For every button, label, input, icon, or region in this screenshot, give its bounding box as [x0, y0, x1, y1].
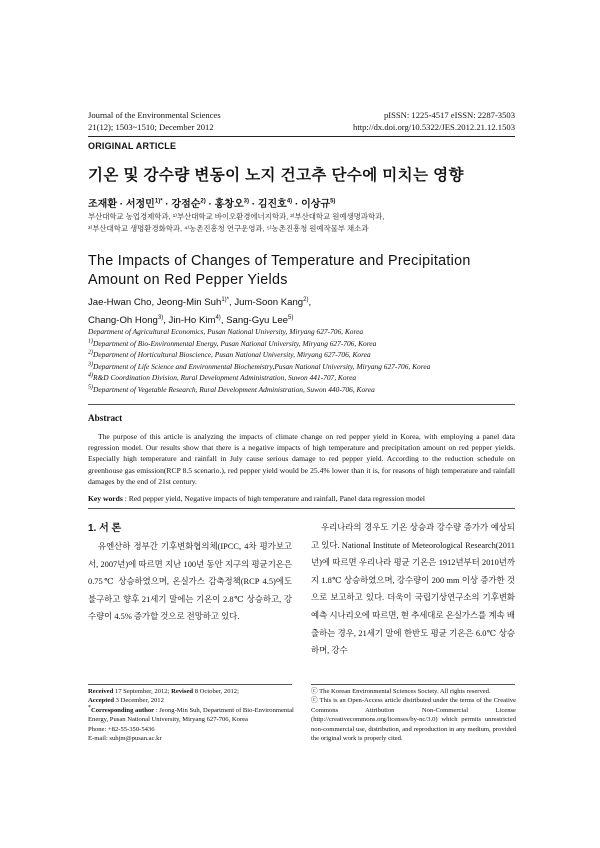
phone: Phone: +82-55-350-5436 — [88, 725, 155, 733]
author-ko-sup-2: 2) — [200, 198, 206, 205]
revised-label: Revised — [171, 688, 194, 695]
section-heading-introduction: 1. 서 론 — [88, 523, 122, 534]
email[interactable]: E-mail: suhjm@pusan.ac.kr — [88, 735, 162, 743]
affiliation-ko-line: ³⁾부산대학교 생명환경화학과, ⁴⁾농촌진흥청 연구운영과, ⁵⁾농촌진흥청 원예작물부 채소과 — [88, 224, 369, 233]
affiliation-text: Department of Life Science and Environmental Biochemistry,Pusan National University, Miryang 627-706, Korea — [93, 361, 431, 371]
author-ko-5: · 이상규 — [292, 199, 331, 210]
affiliation-en-line — [88, 349, 528, 361]
affiliation-en-line — [88, 326, 528, 338]
affiliation-sup: 4) — [88, 372, 93, 379]
affiliations-korean — [88, 211, 384, 235]
author-en-5: , Jin-Ho Kim — [163, 315, 216, 326]
authors-english — [88, 294, 518, 330]
abstract-rule-top — [88, 404, 515, 405]
affiliation-sup: 1) — [88, 338, 93, 345]
body-column-right — [311, 519, 515, 660]
doi-link[interactable]: http://dx.doi.org/10.5322/JES.2012.21.12.1503 — [353, 121, 515, 132]
article-type: ORIGINAL ARTICLE — [88, 141, 177, 151]
author-en-6: , Sang-Gyu Lee — [220, 315, 289, 326]
author-en-sup-1: 1)* — [221, 296, 229, 303]
license-text: ⓒ This is an Open-Access article distributed under the terms of the Creative Commons Attribution Non-Commercial License (http://creativecommons.org/licenses/by-nc/3.0) which permits unrestricted non-commercial use, distribution, and reproduction in any medium, provided the original work is properly cited. — [311, 697, 516, 743]
author-en-1: Jae-Hwan Cho, Jeong-Min Suh — [88, 297, 222, 308]
accepted-date: 3 December, 2012 — [114, 697, 164, 705]
author-ko-sup-1: 1)* — [154, 198, 163, 205]
author-ko-3: · 홍창오 — [205, 199, 244, 210]
author-en-4: Chang-Oh Hong — [88, 315, 158, 326]
keywords-text: : Red pepper yield, Negative impacts of high temperature and rainfall, Panel data regression model — [122, 494, 425, 503]
header-rule — [88, 136, 515, 137]
affiliation-sup: 2) — [88, 349, 93, 356]
footnote-rule-left — [88, 684, 292, 685]
volume-info: 21(12); 1503~1510; December 2012 — [88, 121, 214, 132]
revised-date: 8 October, 2012; — [193, 688, 239, 695]
corr-label: Corresponding author — [91, 706, 155, 714]
dates-line-1 — [88, 687, 298, 696]
paragraph: 우리나라의 경우도 기온 상승과 강수량 증가가 예상되고 있다. National Institute of Meteorological Research(2011년)에 따르면 우리나라 평균 기온은 1912년부터 2010년까지 1.8℃ 상승하였으며, 강수량이 200 mm 이상 증가한 것으로 보고하고 있다. 더욱이 국립기상연구소의 기후변화 예측 시나리오에 따르면, 현 추세대로 온실가스를 계속 배출하는 경우, 21세기 말에 한반도 평균 기온은 6.0℃ 상승하며, 강수 — [311, 523, 515, 656]
author-ko-sup-3: 3) — [243, 198, 249, 205]
received-date: 17 September, 2012; — [113, 688, 172, 695]
keywords-rule — [88, 508, 515, 509]
dates-line-2 — [88, 696, 298, 705]
author-en-sup-5: 4) — [215, 314, 221, 321]
affiliation-text: Department of Vegetable Research, Rural Development Administration, Suwon 440-706, Korea — [93, 384, 375, 394]
author-en-sup-2: 2) — [303, 296, 309, 303]
abstract-heading: Abstract — [88, 413, 123, 423]
corr-sup: * — [88, 704, 91, 711]
keywords — [88, 494, 515, 503]
affiliation-sup: 3) — [88, 361, 93, 368]
body-column-left — [88, 538, 292, 626]
author-ko-sup-4: 4) — [286, 198, 293, 205]
corr-text: : Jeong-Min Suh, Department of Bio-Environmental Energy, Pusan National University, Miryang 627-706, Korea — [88, 706, 294, 724]
author-ko-4: · 김진호 — [248, 199, 287, 210]
received-label: Received — [88, 688, 114, 695]
paragraph: 유엔산하 정부간 기후변화협의체(IPCC, 4차 평가보고서, 2007년)에 따르면 지난 100년 동안 지구의 평균기온은 0.75℃ 상승하였으며, 온실가스 감축정책(RCP 4.5)에도 불구하고 향후 21세기 말에는 기온이 2.8℃ 상승하고, 강수량이 4.5% 증가할 것으로 전망하고 있다. — [88, 542, 292, 622]
copyright-line: ⓒ The Korean Environmental Sciences Society. All rights reserved. — [311, 688, 491, 695]
affiliation-en-line — [88, 361, 528, 373]
author-en-sep: , — [308, 297, 312, 308]
author-en-2: , Jum-Soon Kang — [229, 297, 304, 308]
footnote-received — [88, 687, 298, 743]
keywords-label: Key words — [88, 494, 123, 503]
author-ko-2: · 강점순 — [162, 199, 201, 210]
title-english: The Impacts of Changes of Temperature and Precipitation Amount on Red Pepper Yields — [88, 253, 471, 288]
affiliations-english — [88, 326, 528, 396]
footnote-rule-right — [311, 684, 515, 685]
affiliation-text: Department of Horticultural Bioscience, Pusan National University, Miryang 627-706, Korea — [93, 350, 371, 360]
title-korean: 기온 및 강수량 변동이 노지 건고추 단수에 미치는 영향 — [88, 167, 464, 184]
issn-header — [353, 110, 515, 133]
author-en-sup-4: 3) — [157, 314, 164, 321]
affiliation-text: Department of Bio-Environmental Energy, Pusan National University, Miryang 627-706, Korea — [93, 338, 377, 348]
affiliation-en-line — [88, 384, 528, 396]
abstract-text: The purpose of this article is analyzing the impacts of climate change on red pepper yield in Korea, with employing a panel data regression model. Our results show that there is a negative impacts of high temperature and precipitation amount on red pepper yields. Especially high temperature and rainfall in July cause serious damage to red pepper yield. According to the reduction schedule on greenhouse gas emission(RCP 8.5 scenario.), red pepper yield would be 25.4% lower than it is, for reasons of high temperature and rainfall damages by the end of 21st century. — [88, 432, 515, 486]
affiliation-sup: 5) — [88, 384, 93, 391]
author-ko-1: 조재환 · 서정민 — [88, 199, 155, 210]
affiliation-ko-line: 부산대학교 농업경제학과, ¹⁾부산대학교 바이오환경에너지학과, ²⁾부산대학교 원예생명과학과, — [88, 212, 385, 221]
journal-name: Journal of the Environmental Sciences — [88, 110, 221, 120]
author-ko-sup-5: 5) — [330, 198, 336, 205]
affiliation-en-line — [88, 372, 528, 384]
affiliation-text: Department of Agricultural Economics, Pusan National University, Miryang 627-706, Korea — [88, 327, 364, 336]
authors-korean — [88, 195, 335, 210]
corresponding-author — [88, 706, 298, 725]
author-en-sup-6: 5) — [288, 314, 294, 321]
accepted-label: Accepted — [88, 697, 114, 705]
journal-header — [88, 110, 221, 133]
affiliation-text: R&D Coordination Division, Rural Development Administration, Suwon 441-707, Korea — [93, 373, 357, 383]
affiliation-en-line — [88, 338, 528, 350]
footnote-license — [311, 687, 516, 743]
issn-text: pISSN: 1225-4517 eISSN: 2287-3503 — [383, 110, 515, 120]
